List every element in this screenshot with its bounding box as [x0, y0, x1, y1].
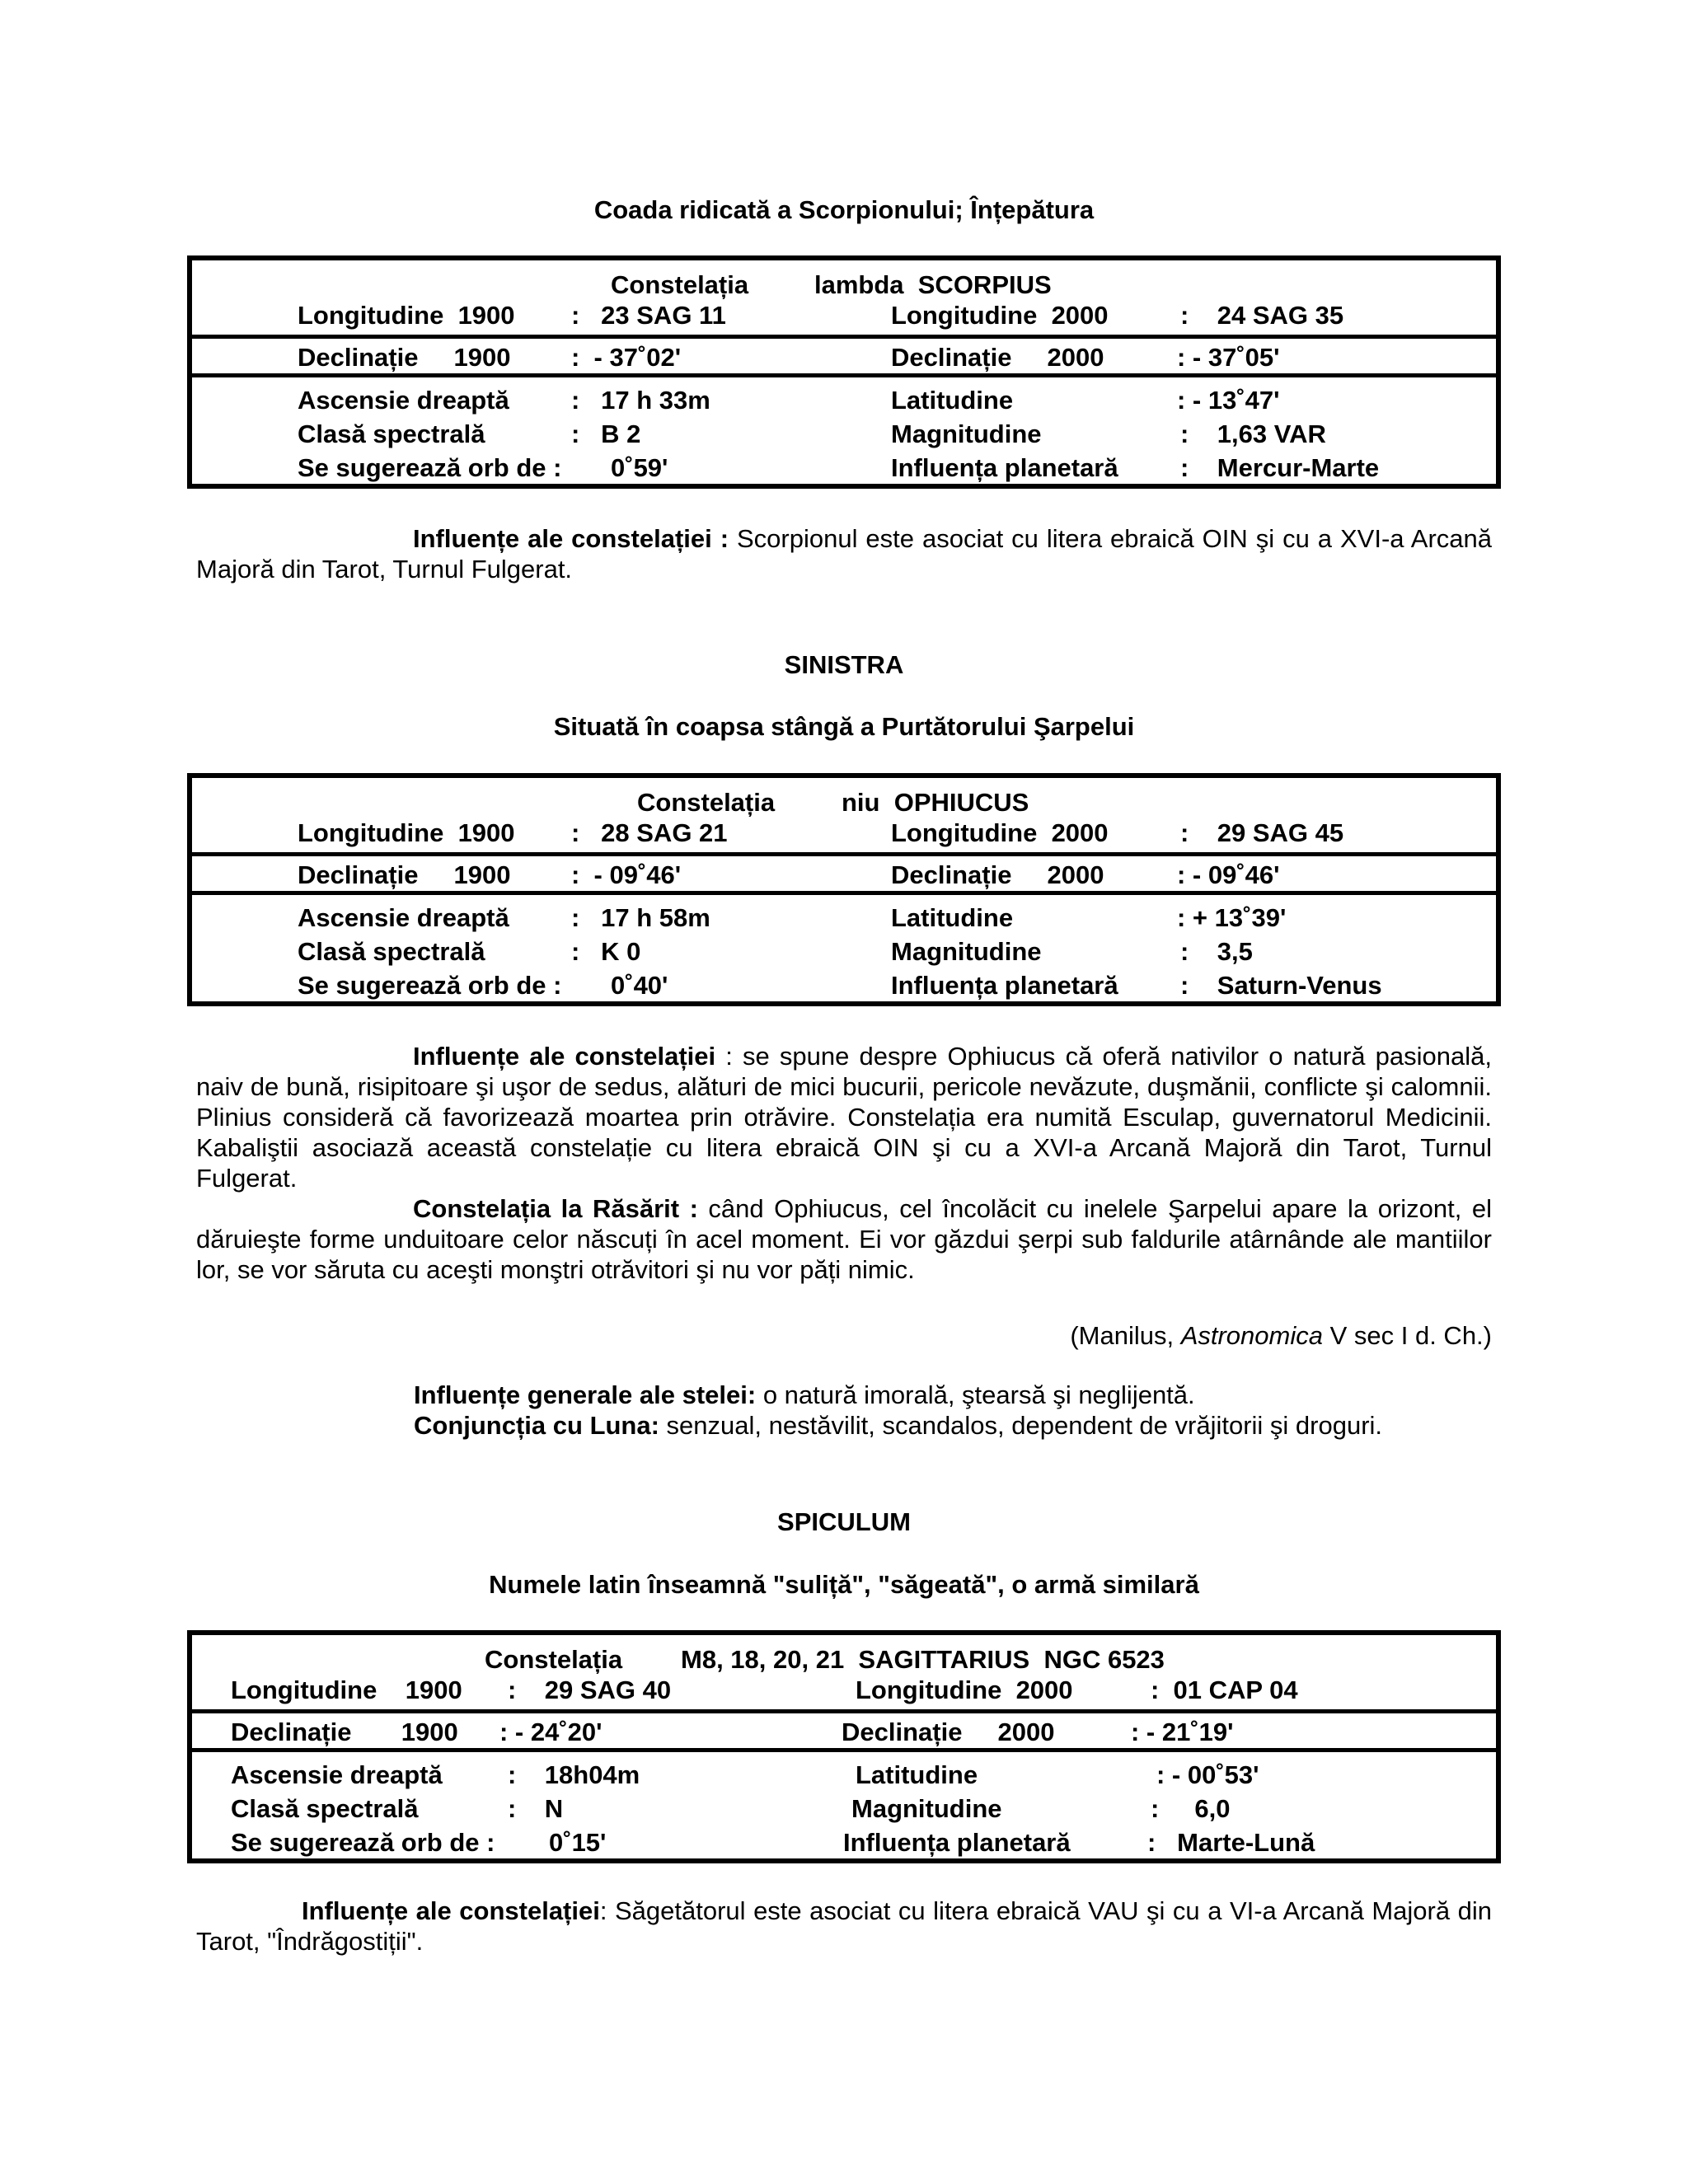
table-row-properties: Ascensie dreaptă : 18h04m Latitudine : - 00˚53' Clasă spectrală : N Magnitudine : 6,0 Se sugerează orb de : 0˚15' Influența planetară : Marte-Lună	[231, 1760, 1315, 1857]
table-row-coordinates: Constelația lambda SCORPIUS Longitudine 1900 : 23 SAG 11 Longitudine 2000 : 24 SAG 35	[298, 270, 1344, 330]
table-row-declination: Declinație 1900 : - 37˚02' Declinație 2000 : - 37˚05'	[192, 335, 1496, 377]
section-3-subtitle: Numele latin înseamnă "suliță", "săgeată", o armă similară	[489, 1570, 1199, 1599]
section-1-subtitle: Coada ridicată a Scorpionului; Înțepătura	[593, 195, 1095, 224]
table-row-coordinates: Constelația niu OPHIUCUS Longitudine 1900 : 28 SAG 21 Longitudine 2000 : 29 SAG 45	[298, 788, 1344, 847]
paragraph-influences-sagittarius: Influențe ale constelației: Săgetătorul este asociat cu litera ebraică VAU şi cu a VI-a Arcană Majoră din Tarot, "Îndrăgostiții".	[196, 1896, 1492, 1956]
citation: (Manilus, Astronomica V sec I d. Ch.)	[1070, 1321, 1492, 1350]
section-2-subtitle: Situată în coapsa stângă a Purtătorului Şarpelui	[553, 712, 1135, 741]
table-row-properties: Ascensie dreaptă : 17 h 33m Latitudine : - 13˚47' Clasă spectrală : B 2 Magnitudine : 1,63 VAR Se sugerează orb de : 0˚59' Influența planetară : Mercur-Marte	[298, 386, 1380, 482]
paragraph-influences-ophiucus: Influențe ale constelației : se spune despre Ophiucus că oferă nativilor o natură pasională, naiv de bună, risipitoare şi uşor de sedus, alături de mici bucurii, pericole nevăzute, duşmănii, conflicte şi calomnii. Plinius consideră că favorizează moartea prin otrăvire. Constelația era numită Esculap, guvernatorul Medicinii. Kabaliştii asociază această constelație cu litera ebraică OIN şi cu a XVI-a Arcană Majoră din Tarot, Turnul Fulgerat. Constelația la Răsărit : când Ophiucus, cel încolăcit cu inelele Şarpelui apare la orizont, el dăruieşte forme unduitoare celor născuți în acel moment. Ei vor găzdui şerpi sub faldurile atârnânde ale mantiilor lor, se vor săruta cu aceşti monştri otrăvitori şi nu vor păți nimic.	[196, 1042, 1493, 1284]
section-2-title: SINISTRA	[784, 650, 904, 679]
table-row-properties: Ascensie dreaptă : 17 h 58m Latitudine : + 13˚39' Clasă spectrală : K 0 Magnitudine : 3,5 Se sugerează orb de : 0˚40' Influența planetară : Saturn-Venus	[298, 903, 1382, 1000]
table-row-coordinates: Constelația M8, 18, 20, 21 SAGITTARIUS NGC 6523 Longitudine 1900 : 29 SAG 40 Longitudine 2000 : 01 CAP 04	[231, 1645, 1298, 1704]
star-data-table-3	[187, 1630, 1501, 1863]
table-row-declination: Declinație 1900 : - 09˚46' Declinație 2000 : - 09˚46'	[192, 852, 1496, 895]
paragraph-influences-scorpius: Influențe ale constelației : Scorpionul este asociat cu litera ebraică OIN şi cu a XVI-a Arcană Majoră din Tarot, Turnul Fulgerat.	[196, 524, 1492, 583]
section-3-title: SPICULUM	[777, 1507, 911, 1536]
star-data-table-2	[187, 773, 1501, 1006]
paragraph-moon-conjunction: Conjuncția cu Luna: senzual, nestăvilit, scandalos, dependent de vrăjitorii şi droguri.	[414, 1411, 1383, 1440]
star-data-table-1	[187, 255, 1501, 489]
paragraph-general-influences: Influențe generale ale stelei: o natură imorală, ştearsă şi neglijentă.	[414, 1380, 1195, 1409]
table-row-declination: Declinație 1900 : - 24˚20' Declinație 2000 : - 21˚19'	[192, 1709, 1496, 1752]
